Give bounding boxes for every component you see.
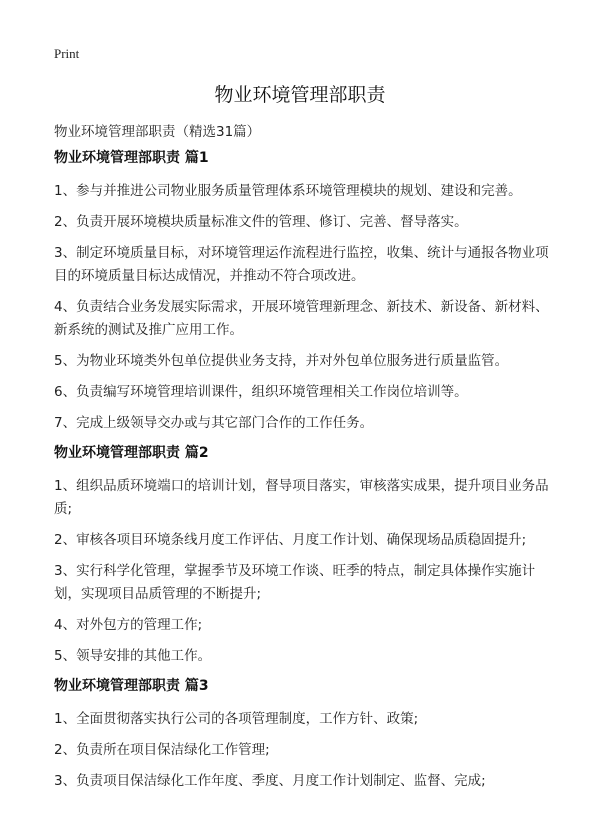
list-item: 2、负责所在项目保洁绿化工作管理; <box>54 742 270 758</box>
section-1 <box>54 148 554 435</box>
section-2 <box>54 443 554 668</box>
document-body <box>54 148 554 801</box>
section-heading: 物业环境管理部职责 篇3 <box>54 678 209 694</box>
list-item: 1、全面贯彻落实执行公司的各项管理制度，工作方针、政策; <box>54 711 419 727</box>
list-item: 5、为物业环境类外包单位提供业务支持，并对外包单位服务进行质量监管。 <box>54 353 509 369</box>
list-item: 1、参与并推进公司物业服务质量管理体系环境管理模块的规划、建设和完善。 <box>54 183 522 199</box>
list-item: 2、负责开展环境模块质量标准文件的管理、修订、完善、督导落实。 <box>54 214 468 230</box>
list-item: 2、审核各项目环境条线月度工作评估、月度工作计划、确保现场品质稳固提升; <box>54 532 527 548</box>
section-heading: 物业环境管理部职责 篇1 <box>54 150 209 166</box>
section-3 <box>54 676 554 793</box>
list-item: 1、组织品质环境端口的培训计划，督导项目落实，审核落实成果，提升项目业务品质; <box>54 478 549 517</box>
list-item: 4、对外包方的管理工作; <box>54 617 203 633</box>
list-item: 3、负责项目保洁绿化工作年度、季度、月度工作计划制定、监督、完成; <box>54 773 486 789</box>
list-item: 3、实行科学化管理，掌握季节及环境工作谈、旺季的特点，制定具体操作实施计划，实现项目品质管理的不断提升; <box>54 563 536 602</box>
list-item: 5、领导安排的其他工作。 <box>54 648 212 664</box>
print-link[interactable]: Print <box>54 46 80 61</box>
section-heading: 物业环境管理部职责 篇2 <box>54 445 209 461</box>
list-item: 4、负责结合业务发展实际需求，开展环境管理新理念、新技术、新设备、新材料、新系统的测试及推广应用工作。 <box>54 299 549 338</box>
list-item: 7、完成上级领导交办或与其它部门合作的工作任务。 <box>54 415 374 431</box>
document-subtitle: 物业环境管理部职责（精选31篇） <box>54 124 261 140</box>
list-item: 3、制定环境质量目标，对环境管理运作流程进行监控，收集、统计与通报各物业项目的环境质量目标达成情况，并推动不符合项改进。 <box>54 245 549 284</box>
list-item: 6、负责编写环境管理培训课件，组织环境管理相关工作岗位培训等。 <box>54 384 468 400</box>
page-title: 物业环境管理部职责 <box>214 84 386 106</box>
